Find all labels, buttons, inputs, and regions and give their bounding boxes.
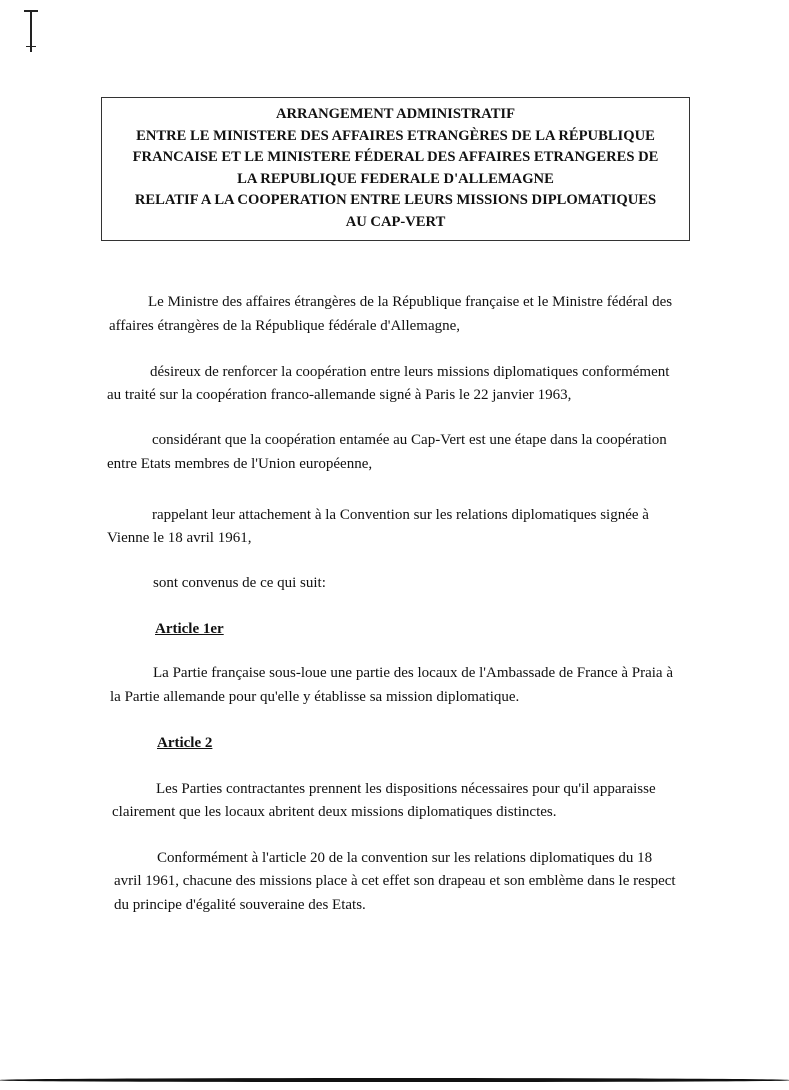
title-line: ARRANGEMENT ADMINISTRATIF [275,106,516,122]
document-title-box [101,97,690,241]
paragraph-line: au traité sur la coopération franco-allemande signé à Paris le 22 janvier 1963, [107,387,572,403]
paragraph-line: sont convenus de ce qui suit: [153,575,326,591]
paragraph-line: rappelant leur attachement à la Convention sur les relations diplomatiques signée à [152,507,649,523]
paragraph-line: Le Ministre des affaires étrangères de la République française et le Ministre fédéral des [148,294,673,310]
title-line: LA REPUBLIQUE FEDERALE D'ALLEMAGNE [237,170,554,187]
bottom-scan-edge [0,1078,789,1082]
paragraph-line: Les Parties contractantes prennent les dispositions nécessaires pour qu'il apparaisse [156,781,656,797]
paragraph-line: Vienne le 18 avril 1961, [107,530,252,546]
title-line: ENTRE LE MINISTERE DES AFFAIRES ETRANGÈRES DE LA RÉPUBLIQUE [136,127,655,144]
paragraph-line: avril 1961, chacune des missions place à cet effet son drapeau et son emblème dans le respect [114,873,676,889]
paragraph-line: considérant que la coopération entamée au Cap-Vert est une étape dans la coopération [152,432,667,448]
margin-mark [24,10,38,52]
paragraph-line: clairement que les locaux abritent deux missions diplomatiques distinctes. [112,804,557,820]
paragraph-line: La Partie française sous-loue une partie des locaux de l'Ambassade de France à Praia à [153,665,673,681]
paragraph-line: affaires étrangères de la République fédérale d'Allemagne, [109,318,461,334]
paragraph-line: Conformément à l'article 20 de la convention sur les relations diplomatiques du 18 [157,850,653,866]
article-heading: Article 2 [157,735,213,751]
paragraph-line: la Partie allemande pour qu'elle y établisse sa mission diplomatique. [110,689,520,705]
article-heading: Article 1er [155,621,224,637]
title-line: AU CAP-VERT [345,213,446,230]
title-line: RELATIF A LA COOPERATION ENTRE LEURS MISSIONS DIPLOMATIQUES [134,192,657,208]
paragraph-line: du principe d'égalité souveraine des Etats. [114,897,366,913]
paragraph-line: désireux de renforcer la coopération entre leurs missions diplomatiques conformément [150,364,670,380]
title-line: FRANCAISE ET LE MINISTERE FÉDERAL DES AFFAIRES ETRANGERES DE [132,149,659,165]
paragraph-line: entre Etats membres de l'Union européenne, [107,456,373,472]
